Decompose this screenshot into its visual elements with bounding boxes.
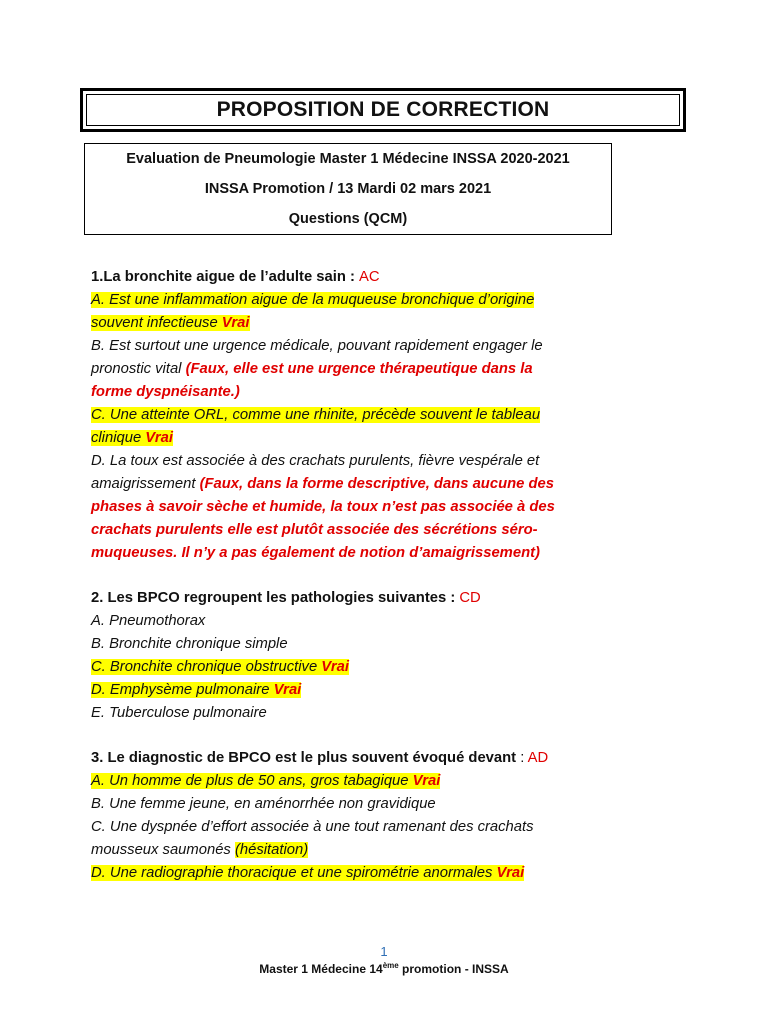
q1-option-c: C. Une atteinte ORL, comme une rhinite, précède souvent le tableau (91, 407, 541, 423)
q2-c-verdict: Vrai (321, 659, 349, 675)
q1-option-b-comment: forme dyspnéisante.) (91, 384, 240, 400)
q3-d-verdict: Vrai (496, 865, 525, 881)
q2-option-b: B. Bronchite chronique simple (91, 636, 288, 652)
q1-d-comment: (Faux, dans la forme descriptive, dans aucune des (199, 476, 554, 492)
header-line-2: INSSA Promotion / 13 Mardi 02 mars 2021 (204, 181, 492, 197)
page-footer (0, 944, 768, 976)
q3-option-c: C. Une dyspnée d’effort associée à une tout ramenant des crachats (91, 819, 534, 835)
question-2-answer: CD (459, 590, 481, 606)
question-3-answer: AD (527, 750, 549, 766)
q2-d-verdict: Vrai (273, 682, 302, 698)
q1-option-a-cont: souvent infectieuse Vrai (91, 315, 250, 331)
q3-option-d: D. Une radiographie thoracique et une spirométrie anormales Vrai (91, 865, 525, 881)
q1-option-b: B. Est surtout une urgence médicale, pouvant rapidement engager le (91, 338, 543, 354)
question-3-text: 3. Le diagnostic de BPCO est le plus souvent évoqué devant (91, 750, 521, 766)
q1-option-a: A. Est une inflammation aigue de la muqueuse bronchique d’origine (91, 292, 535, 308)
page-title: PROPOSITION DE CORRECTION (86, 94, 680, 126)
question-1 (91, 266, 611, 289)
q3-a-verdict: Vrai (412, 773, 441, 789)
header-line-3: Questions (QCM) (288, 211, 408, 227)
question-2 (91, 587, 611, 610)
q1-option-b-cont: pronostic vital (Faux, elle est une urgence thérapeutique dans la (91, 361, 533, 377)
q3-option-b: B. Une femme jeune, en aménorrhée non gravidique (91, 796, 436, 812)
q1-option-d-comment-2: phases à savoir sèche et humide, la toux n’est pas associée à des (91, 499, 555, 515)
q2-option-a: A. Pneumothorax (91, 613, 206, 629)
q1-c-verdict: Vrai (145, 430, 173, 446)
footer-text: Master 1 Médecine 14ème promotion - INSSA (259, 961, 509, 976)
questions-content (91, 266, 611, 885)
question-3: 3. Le diagnostic de BPCO est le plus souvent évoqué devant : AD (91, 750, 549, 766)
q1-option-c-cont: clinique Vrai (91, 430, 173, 446)
q1-a-verdict: Vrai (221, 315, 250, 331)
q3-option-a: A. Un homme de plus de 50 ans, gros tabagique Vrai (91, 773, 441, 789)
q1-option-d-comment-4: muqueuses. Il n’y a pas également de notion d’amaigrissement) (91, 545, 540, 561)
q1-b-comment: (Faux, elle est une urgence thérapeutique dans la (185, 361, 533, 377)
page-number: 1 (380, 944, 388, 959)
q2-option-d: D. Emphysème pulmonaire Vrai (91, 682, 302, 698)
question-1-text: 1.La bronchite aigue de l’adulte sain : (91, 269, 360, 285)
q2-option-c: C. Bronchite chronique obstructive Vrai (91, 659, 349, 675)
q1-option-d: D. La toux est associée à des crachats purulents, fièvre vespérale et (91, 453, 540, 469)
q3-option-c-cont: mousseux saumonés (hésitation) (91, 842, 309, 858)
header-line-1: Evaluation de Pneumologie Master 1 Médecine INSSA 2020-2021 (126, 151, 570, 167)
question-2-text: 2. Les BPCO regroupent les pathologies suivantes : (91, 590, 460, 606)
title-box (80, 88, 686, 132)
question-1-answer: AC (359, 269, 380, 285)
q1-option-d-comment-3: crachats purulents elle est plutôt associée des sécrétions séro- (91, 522, 538, 538)
q3-c-note: (hésitation) (234, 842, 309, 858)
header-info-box (84, 143, 612, 235)
q1-option-d-cont: amaigrissement (Faux, dans la forme descriptive, dans aucune des (91, 476, 554, 492)
q2-option-e: E. Tuberculose pulmonaire (91, 705, 267, 721)
